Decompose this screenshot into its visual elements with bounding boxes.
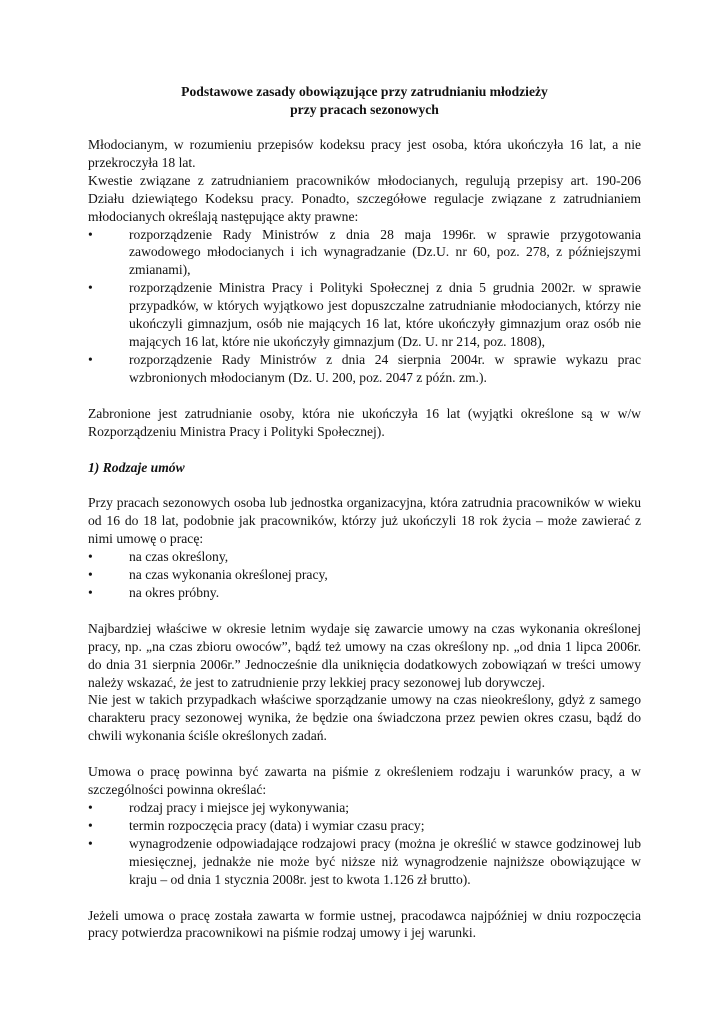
list-item: • wynagrodzenie odpowiadające rodzajowi pracy (można je określić w stawce godzinowej lub miesięcznej, jednakże nie może być niższe niż wynagrodzenie najniższe obowiązujące w kraju – od dnia 1 stycznia 2008r. jest to kwota 1.126 zł brutto). <box>88 835 641 887</box>
bullet-icon: • <box>88 280 93 296</box>
bullet-icon: • <box>88 817 93 833</box>
intro-paragraph-regulations: Kwestie związane z zatrudnianiem pracowników młodocianych, regulują przepisy art. 190-206 Działu dziewiątego Kodeksu pracy. Ponadto, szczegółowe regulacje związane z zatrudnianiem młodocianych określają następujące akty prawne: <box>88 172 641 224</box>
list-item: • termin rozpoczęcia pracy (data) i wymiar czasu pracy; <box>88 817 425 833</box>
list-item: • rodzaj pracy i miejsce jej wykonywania; <box>88 800 350 815</box>
bullet-icon: • <box>88 567 93 583</box>
bullet-icon: • <box>88 584 93 600</box>
section-heading: 1) Rodzaje umów <box>88 459 185 475</box>
list-item: • na czas określony, <box>88 549 229 565</box>
bullet-icon: • <box>88 549 93 565</box>
document-page <box>88 83 641 942</box>
list-item: • rozporządzenie Ministra Pracy i Polityki Społecznej z dnia 5 grudnia 2002r. w sprawie przypadków, w których wyjątkowo jest dopuszczalne zatrudnianie młodocianych, którzy nie ukończyli gimnazjum, osób nie mających 16 lat, które ukończyły gimnazjum oraz osób nie mających 16 lat, które nie ukończyły gimnazjum (Dz. U. nr 214, poz. 1808), <box>88 280 641 349</box>
list-item: • na czas wykonania określonej pracy, <box>88 567 328 583</box>
section-paragraph-oral-contract: Jeżeli umowa o pracę została zawarta w formie ustnej, pracodawca najpóźniej w dniu rozpoczęcia pracy potwierdza pracownikowi na piśmie rodzaj umowy i jej warunki. <box>88 907 641 941</box>
section-paragraph-written-form: Umowa o pracę powinna być zawarta na piśmie z określeniem rodzaju i warunków pracy, a w szczególności powinna określać: <box>88 764 641 798</box>
section-paragraph-indefinite: Nie jest w takich przypadkach właściwe sporządzanie umowy na czas nieokreślony, gdyż z samego charakteru pracy sezonowej wynika, że będzie ona świadczona przez pewien okres czasu, bądź do chwili wykonania ściśle określonych zadań. <box>88 692 641 744</box>
list-item: • rozporządzenie Rady Ministrów z dnia 28 maja 1996r. w sprawie przygotowania zawodowego młodocianych i ich wynagradzanie (Dz.U. nr 60, poz. 278, z późniejszymi zmianami), <box>88 226 641 278</box>
title-line-1: Podstawowe zasady obowiązujące przy zatrudnianiu młodzieży <box>181 84 548 99</box>
contract-types-list <box>88 548 641 602</box>
intro-paragraph-definition: Młodocianym, w rozumieniu przepisów kodeksu pracy jest osoba, która ukończyła 16 lat, a nie przekroczyła 18 lat. <box>88 137 641 170</box>
bullet-icon: • <box>88 800 93 815</box>
bullet-icon: • <box>88 351 93 367</box>
list-item: • na okres próbny. <box>88 584 220 600</box>
title-line-2: przy pracach sezonowych <box>290 102 439 117</box>
section-paragraph-contracts: Przy pracach sezonowych osoba lub jednostka organizacyjna, która zatrudnia pracowników w wieku od 16 do 18 lat, podobnie jak pracowników, którzy już ukończyli 18 rok życia – może zawierać z nimi umowę o pracę: <box>88 495 641 547</box>
section-paragraph-summer: Najbardziej właściwe w okresie letnim wydaje się zawarcie umowy na czas wykonania określonej pracy, np. „na czas zbioru owoców”, bądź też umowy na czas określony np. „od dnia 1 lipca 2006r. do dnia 31 sierpnia 2006r.” Jednocześnie dla uniknięcia dodatkowych zobowiązań w treści umowy należy wskazać, że jest to zatrudnienie przy lekkiej pracy sezonowej lub dorywczej. <box>88 620 641 690</box>
document-title <box>88 83 641 119</box>
list-item: • rozporządzenie Rady Ministrów z dnia 24 sierpnia 2004r. w sprawie wykazu prac wzbronionych młodocianym (Dz. U. 200, poz. 2047 z późn. zm.). <box>88 351 641 385</box>
legal-acts-list <box>88 226 641 387</box>
intro-paragraph-prohibition: Zabronione jest zatrudnianie osoby, która nie ukończyła 16 lat (wyjątki określone są w w/w Rozporządzeniu Ministra Pracy i Polityki Społecznej). <box>88 405 641 439</box>
required-terms-list <box>88 799 641 889</box>
bullet-icon: • <box>88 226 93 242</box>
bullet-icon: • <box>88 835 93 851</box>
